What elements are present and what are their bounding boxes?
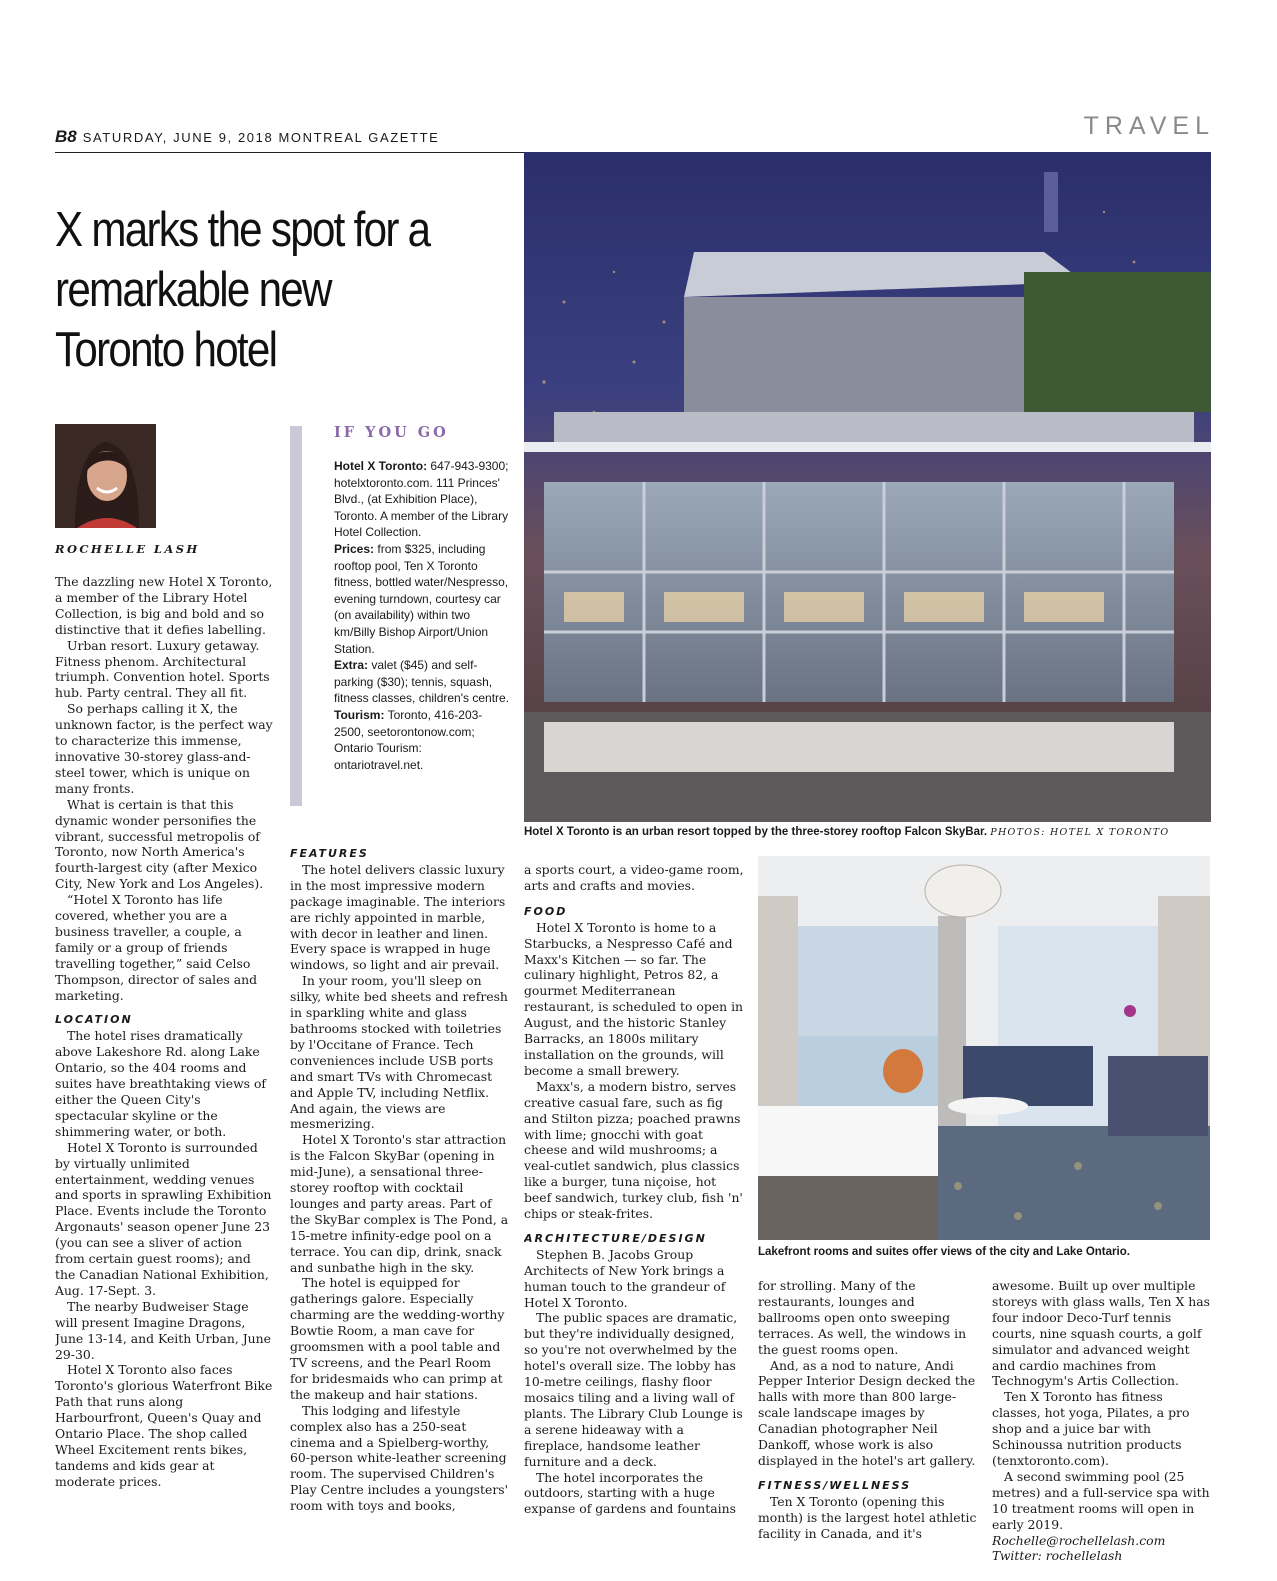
col1-paragraph: So perhaps calling it X, the unknown factor, is the perfect way to characterize this immense, innovative 30-storey glass-and-steel tower, which is unique on many fronts. [55,701,273,796]
room-photo-caption: Lakefront rooms and suites offer views of the city and Lake Ontario. [758,1246,1130,1258]
author-twitter[interactable]: Twitter: rochellelash [992,1548,1123,1564]
column-2 [290,846,512,1581]
subhead-location: LOCATION [55,1013,133,1027]
info-hotel-text: 647-943-9300; hotelxtoronto.com. 111 Princes' Blvd., (at Exhibition Place), Toronto. A member of the Library Hotel Collection. [334,459,509,540]
info-box-title: IF YOU GO [334,424,449,441]
col3-paragraph: Hotel X Toronto is home to a Starbucks, a Nespresso Café and Maxx's Kitchen — so far. The culinary highlight, Petros 82, a gourmet Mediterranean restaurant, is scheduled to open in August, and the historic Stanley Barracks, an 1800s military installation on the grounds, will become a small brewery. [524,919,744,1078]
skybar-photo [524,152,1211,822]
column-3 [524,862,746,1581]
col3-paragraph: The public spaces are dramatic, but they're individually designed, so you're not overwhelmed by the hotel's overall size. The lobby has 10-metre ceilings, flashy floor mosaics tiling and a living wall of plants. The Library Club Lounge is a serene hideaway with a fireplace, handsome leather furniture and a deck. [524,1310,743,1469]
col1-paragraph: Hotel X Toronto also faces Toronto's glorious Waterfront Bike Path that runs along Harbourfront, Queen's Quay and Ontario Place. The shop called Wheel Excitement rents bikes, tandems and kids gear at moderate prices. [55,1362,273,1489]
folio [55,127,439,147]
subhead-food: FOOD [524,904,568,918]
col1-paragraph: What is certain is that this dynamic wonder personifies the vibrant, successful metropolis of Toronto, now North America's fourth-largest city (after Mexico City, New York and Los Angeles). [55,796,264,892]
subhead-architecture: ARCHITECTURE/DESIGN [524,1231,707,1245]
info-prices-label: Prices: [334,541,375,556]
col3-paragraph: Maxx's, a modern bistro, serves creative casual fare, such as fig and Stilton pizza; poached prawns with lime; gnocchi with goat cheese and wild mushrooms; a veal-cutlet sandwich, plus classics like a burger, tuna niçoise, hot beef sandwich, turkey club, fish 'n' chips or steak-frites. [524,1078,743,1222]
info-prices-text: from $325, including rooftop pool, Ten X Toronto fitness, bottled water/Nespresso, evening turndown, courtesy car (on availability) within two km/Billy Bishop Airport/Union Station. [334,541,509,656]
room-photo [758,856,1210,1240]
photo-credit: PHOTOS: HOTEL X TORONTO [990,827,1170,838]
info-extra-text: valet ($45) and self-parking ($30); tennis, squash, fitness classes, children's centre. [334,658,510,706]
col4-paragraph: for strolling. Many of the restaurants, lounges and ballrooms open onto sweeping terraces. As well, the windows in the guest rooms open. [758,1278,967,1357]
column-1 [55,574,275,1581]
col1-paragraph: Hotel X Toronto is surrounded by virtually unlimited entertainment, wedding venues and sports in sprawling Exhibition Place. Events include the Toronto Argonauts' season opener June 23 (you can see a sliver of action from certain guest rooms); and the Canadian National Exhibition, Aug. 17-Sept. 3. [55,1139,272,1298]
col2-paragraph: The hotel is equipped for gatherings galore. Especially charming are the wedding-worthy Bowtie Room, a man cave for groomsmen with a pool table and TV screens, and the Pearl Room for bridesmaids who can primp at the makeup and hair stations. [290,1275,505,1402]
col3-paragraph: Stephen B. Jacobs Group Architects of New York brings a human touch to the grandeur of Hotel X Toronto. [524,1246,726,1310]
masthead-rule [55,152,525,153]
headline: X marks the spot for a remarkable new Toronto hotel [55,203,430,377]
col3-paragraph: a sports court, a video-game room, arts and crafts and movies. [524,862,744,893]
col2-paragraph: Hotel X Toronto's star attraction is the Falcon SkyBar (opening in mid-June), a sensational three-storey rooftop with cocktail lounges and party areas. Part of the SkyBar complex is The Pond, a 15-metre infinity-edge pool on a terrace. You can dip, drink, snack and sunbathe high in the sky. [290,1132,509,1275]
info-extra-label: Extra: [334,658,369,673]
col1-paragraph: “Hotel X Toronto has life covered, whether you are a business traveller, a couple, a family or a group of friends travelling together,” said Celso Thompson, director of sales and marketing. [55,892,258,1003]
top-caption-text: Hotel X Toronto is an urban resort topped by the three-storey rooftop Falcon SkyBar. [524,826,988,838]
info-tourism-label: Tourism: [334,707,385,722]
page-number: B8 [55,127,77,146]
col2-paragraph: The hotel delivers classic luxury in the most impressive modern package imaginable. The interiors are richly appointed in marble, with decor in leather and linen. Every space is wrapped in huge windows, so light and air prevail. [290,861,506,973]
col1-paragraph: The dazzling new Hotel X Toronto, a member of the Library Hotel Collection, is big and bold and so distinctive that it defies labelling. [55,574,273,637]
subhead-features: FEATURES [290,847,369,860]
col1-paragraph: The nearby Budweiser Stage will present Imagine Dragons, June 13-14, and Keith Urban, June 29-30. [55,1298,271,1362]
col2-paragraph: This lodging and lifestyle complex also has a 250-seat cinema and a Spielberg-worthy, 60-person white-leather screening room. The supervised Children's Play Centre includes a youngsters' room with toys and books, [290,1402,509,1514]
info-box-body [334,458,512,773]
date-paper: SATURDAY, JUNE 9, 2018 MONTREAL GAZETTE [82,130,440,145]
col5-paragraph: awesome. Built up over multiple storeys with glass walls, Ten X has four indoor Deco-Turf tennis courts, nine squash courts, a golf simulator and advanced weight and cardio machines from Technogym's Artis Collection. [992,1278,1210,1389]
col4-paragraph: Ten X Toronto (opening this month) is the largest hotel athletic facility in Canada, and it's [758,1493,977,1541]
column-4 [758,1278,980,1581]
col4-paragraph: And, as a nod to nature, Andi Pepper Interior Design decked the halls with more than 800 large-scale landscape images by Canadian photographer Neil Dankoff, whose work is also displayed in the hotel's art gallery. [758,1357,976,1468]
info-hotel-label: Hotel X Toronto: [334,459,428,473]
subhead-fitness: FITNESS/WELLNESS [758,1478,912,1492]
info-tourism-text: Toronto, 416-203-2500, seetorontonow.com; Ontario Tourism: ontariotravel.net. [334,707,483,772]
col1-paragraph: The hotel rises dramatically above Lakeshore Rd. along Lake Ontario, so the 404 rooms and suites have breathtaking views of either the Queen City's spectacular skyline or the shimmering water, or both. [55,1028,267,1139]
section-label: TRAVEL [1083,112,1215,140]
col2-paragraph: In your room, you'll sleep on silky, white bed sheets and refresh in sparkling white and glass bathrooms stocked with toiletries by l'Occitane of France. Tech conveniences include USB ports and smart TVs with Chromecast and Apple TV, including Netflix. And again, the views are mesmerizing. [290,973,508,1132]
column-5 [992,1278,1214,1581]
col5-paragraph: Ten X Toronto has fitness classes, hot yoga, Pilates, a pro shop and a juice bar with Schinoussa nutrition products (tenxtoronto.com). [992,1389,1190,1468]
author-email[interactable]: Rochelle@rochellelash.com [992,1532,1166,1548]
byline: ROCHELLE LASH [55,542,200,556]
top-photo-caption [524,826,1224,838]
col3-paragraph: The hotel incorporates the outdoors, starting with a huge expanse of gardens and fountains [524,1469,736,1517]
col1-paragraph: Urban resort. Luxury getaway. Fitness phenom. Architectural triumph. Convention hotel. Sports hub. Party central. They all fit. [55,637,270,701]
info-box-bar [290,426,302,806]
col5-paragraph: A second swimming pool (25 metres) and a full-service spa with 10 treatment rooms will open in early 2019. [992,1468,1210,1532]
author-photo [55,424,156,528]
